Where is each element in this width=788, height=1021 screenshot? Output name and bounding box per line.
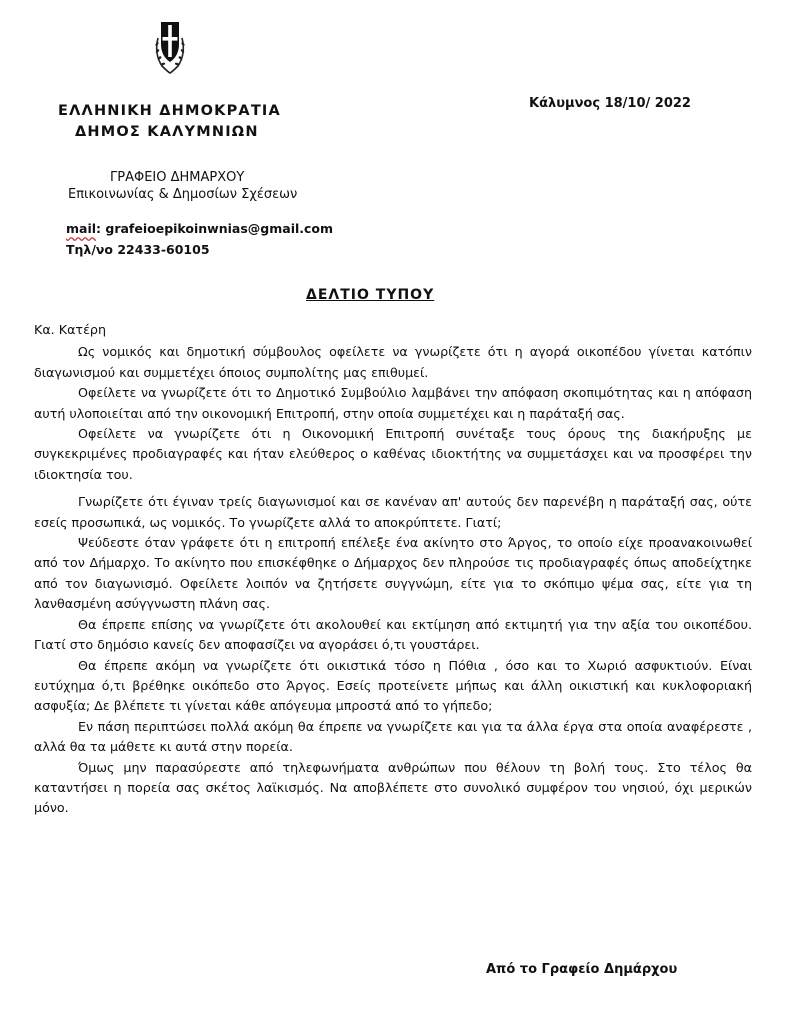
paragraph: Θα έπρεπε ακόμη να γνωρίζετε ότι οικιστικά τόσο η Πόθια , όσο και το Χωριό ασφυκτιούν. Είναι ευτύχημα ό,τι βρέθηκε οικόπεδο στο Άργος. Εσείς προτείνετε μήπως και άλλη οικιστική και κυκλοφοριακή ασφυξία; Δε βλέπετε τι γίνεται κάθε απόγευμα μπροστά από το γήπεδο; xyxy=(34,657,752,714)
mail-label: mail xyxy=(66,221,97,236)
salutation: Κα. Κατέρη xyxy=(34,322,107,337)
paragraph: Θα έπρεπε επίσης να γνωρίζετε ότι ακολουθεί και εκτίμηση από εκτιμητή για την αξία του οικοπέδου. Γιατί στο δημόσιο κανείς δεν αποφασίζει να αγοράσει ό,τι γουστάρει. xyxy=(34,616,752,653)
greek-coat-of-arms-icon xyxy=(150,18,190,76)
paragraph: Γνωρίζετε ότι έγιναν τρείς διαγωνισμοί και σε κανέναν απ' αυτούς δεν παρενέβη η παράταξή σας, ούτε εσείς προσωπικά, ως νομικός. Το γνωρίζετε αλλά το αποκρύπτετε. Γιατί; xyxy=(34,494,752,530)
municipality-name: ΔΗΜΟΣ ΚΑΛΥΜΝΙΩΝ xyxy=(75,124,259,140)
document-body xyxy=(34,320,752,819)
department-name: Επικοινωνίας & Δημοσίων Σχέσεων xyxy=(68,187,298,202)
paragraph: Ως νομικός και δημοτική σύμβουλος οφείλετε να γνωρίζετε ότι η αγορά οικοπέδου γίνεται κατόπιν διαγωνισμού και συμμετέχει όποιος συμπολίτης μας επιθυμεί. xyxy=(34,344,752,380)
mail-value: : grafeioepikoinwnias@gmail.com xyxy=(96,221,334,236)
paragraph: Οφείλετε να γνωρίζετε ότι το Δημοτικό Συμβούλιο λαμβάνει την απόφαση σκοπιμότητας και η απόφαση αυτή υλοποιείται από την οικονομική Επιτροπή, στην οποία συμμετέχει και η παράταξή σας. xyxy=(34,385,752,421)
paragraph: Όμως μην παρασύρεστε από τηλεφωνήματα ανθρώπων που θέλουν τη βολή τους. Στο τέλος θα καταντήσει η πορεία σας σκέτος λαϊκισμός. Να αποβλέπετε στο συνολικό συμφέρον του νησιού, όχι μερικών μόνο. xyxy=(34,759,752,816)
paragraph: Ψεύδεστε όταν γράφετε ότι η επιτροπή επέλεξε ένα ακίνητο στο Άργος, το οποίο είχε προανακοινωθεί από τον Δήμαρχο. Το ακίνητο που επισκέφθηκε ο Δήμαρχος δεν πληρούσε τις προδιαγραφές όπως αποδείχτηκε από τον διαγωνισμό. Οφείλετε λοιπόν να ζητήσετε συγγνώμη, είτε για το σκόπιμο ψέμα σας, είτε για τη λανθασμένη ασύγγνωστη πλάνη σας. xyxy=(34,535,752,612)
contact-email xyxy=(66,221,333,236)
country-name: ΕΛΛΗΝΙΚΗ ΔΗΜΟΚΡΑΤΙΑ xyxy=(58,103,281,119)
document-title: ΔΕΛΤΙΟ ΤΥΠΟΥ xyxy=(306,287,435,303)
contact-phone: Τηλ/νο 22433-60105 xyxy=(66,242,210,257)
office-name: ΓΡΑΦΕΙΟ ΔΗΜΑΡΧΟΥ xyxy=(110,170,245,185)
paragraph: Εν πάση περιπτώσει πολλά ακόμη θα έπρεπε να γνωρίζετε και για τα άλλα έργα στα οποία αναφέρεστε , αλλά θα τα μάθετε κι αυτά στην πορεία. xyxy=(34,718,752,755)
signature: Από το Γραφείο Δημάρχου xyxy=(486,962,678,977)
paragraph: Οφείλετε να γνωρίζετε ότι η Οικονομική Επιτροπή συνέταξε τους όρους της διακήρυξης με συγκεκριμένες προδιαγραφές και ήταν ελεύθερος ο καθένας ιδιοκτήτης να συμμετάσχει και να προσφέρει την ιδιοκτησία του. xyxy=(34,426,752,482)
document-date: Κάλυμνος 18/10/ 2022 xyxy=(529,96,691,111)
